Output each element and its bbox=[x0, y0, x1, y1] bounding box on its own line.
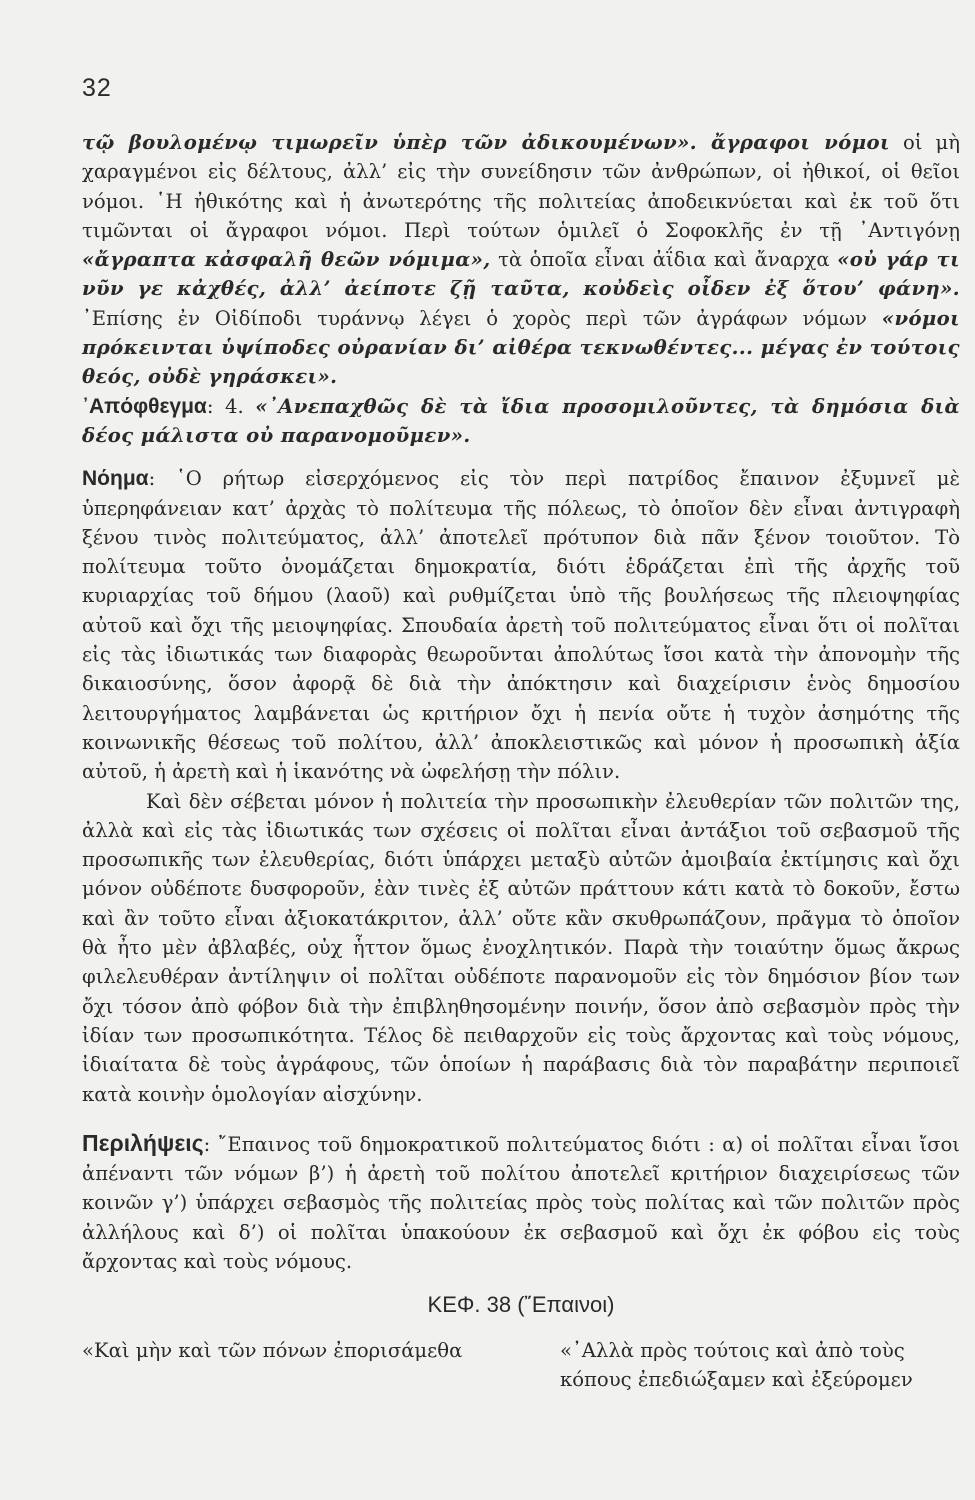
quote-antigone-2: «οὐ γάρ τι νῦν γε κἀχθές, ἀλλ’ ἀείποτε ζῇ ταῦτα, κοὐδεὶς οἶδεν ἐξ ὅτου’ φάνη». bbox=[82, 248, 961, 301]
translation-columns bbox=[82, 1336, 960, 1395]
freedom-paragraph: Καὶ δὲν σέβεται μόνον ἡ πολιτεία τὴν προσωπικὴν ἐλευθερίαν τῶν πολιτῶν της, ἀλλὰ καὶ εἰς τὰς ἰδιωτικάς των σχέσεις οἱ πολῖται εἶναι ἀντάξιοι τοῦ σεβασμοῦ τῆς προσωπικῆς των ἐλευθερίας, διότι ὑπάρχει μεταξὺ αὐτῶν ἀμοιβαία ἐκτίμησις καὶ ὄχι μόνον οὐδέποτε δυσφοροῦν, ἐὰν τινὲς ἐξ αὐτῶν πράττουν κάτι κατὰ τὸ δοκοῦν, ἔστω καὶ ἂν τοῦτο εἶναι ἀξιοκατάκριτον, ἀλλ’ οὔτε κἂν σκυθρωπάζουν, πρᾶγμα τὸ ὁποῖον θὰ ἦτο μὲν ἀβλαβές, οὐχ ἧττον ὅμως ἐνοχλητικόν. Παρὰ τὴν τοιαύτην ὅμως ἄκρως φιλελευθέραν ἀντίληψιν οἱ πολῖται οὐδέποτε παρανομοῦν εἰς τὸν δημόσιον βίον των ὄχι τόσον ἀπὸ φόβον διὰ τὴν ἐπιβληθησομένην ποινήν, ὅσον ἀπὸ σεβασμὸν πρὸς τὴν ἰδίαν των προσωπικότητα. Τέλος δὲ πειθαρχοῦν εἰς τοὺς ἄρχοντας καὶ τοὺς νόμους, ἰδιαίτατα δὲ τοὺς ἀγράφους, τῶν ὁποίων ἡ παράβασις διὰ τὸν παραβάτην περιποιεῖ κατὰ κοινὴν ὁμολογίαν αἰσχύνην. bbox=[82, 789, 960, 1106]
summary-label: Περιλήψεις bbox=[82, 1129, 204, 1156]
summary-text: : ῎Επαινος τοῦ δημοκρατικοῦ πολιτεύματος διότι : α) οἱ πολῖται εἶναι ἴσοι ἀπέναντι τῶν νόμων β’) ἡ ἀρετὴ τοῦ πολίτου ἀποτελεῖ κριτήριον διαχειρίσεως τῶν κοινῶν γ’) ὑπάρχει σεβασμὸς τῆς πολιτείας πρὸς τοὺς πολίτας καὶ τῶν πολιτῶν πρὸς ἀλλήλους καὶ δ’) οἱ πολῖται ὑπακούουν ἐκ σεβασμοῦ καὶ ὄχι ἐκ φόβου εἰς τοὺς ἄρχοντας καὶ τοὺς νόμους. bbox=[82, 1132, 960, 1273]
paragraph-agraphoi-nomoi bbox=[82, 128, 960, 392]
summary-paragraph bbox=[82, 1129, 960, 1276]
noema-label: Νόημα bbox=[82, 467, 149, 491]
apophthegm-number: : 4. bbox=[206, 394, 256, 418]
chapter-heading: ΚΕΦ. 38 (῎Επαινοι) bbox=[427, 1292, 615, 1318]
quote-fragment: τῷ βουλομένῳ τιμωρεῖν ὑπὲρ τῶν ἀδικουμένων». ἄγραφοι νόμοι bbox=[82, 131, 890, 154]
apophthegm-quote: «᾿Ανεπαχθῶς δὲ τὰ ἴδια προσομιλοῦντες, τὰ δημόσια διὰ δέος μάλιστα οὐ παρανομοῦμεν». bbox=[82, 394, 960, 447]
page-body bbox=[82, 128, 960, 1394]
column-right: «᾿Αλλὰ πρὸς τούτοις καὶ ἀπὸ τοὺς κόπους ἐπεδιώξαμεν καὶ ἐξεύρομεν bbox=[560, 1338, 913, 1391]
quote-antigone: «ἄγραπτα κἀσφαλῆ θεῶν νόμιμα», bbox=[82, 248, 491, 272]
page-number: 32 bbox=[82, 74, 112, 102]
paragraph-text: τὰ ὁποῖα εἶναι ἀΐδια καὶ ἄναρχα bbox=[490, 248, 838, 272]
noema-text: : ῾Ο ρήτωρ εἰσερχόμενος εἰς τὸν περὶ πατρίδος ἔπαινον ἐξυμνεῖ μὲ ὑπερηφάνειαν κατ’ ἀρχὰς τὸ πολίτευμα τῆς πόλεως, τὸ ὁποῖον δὲν εἶναι ἀντιγραφὴ ξένου τινὸς πολιτεύματος, ἀλλ’ ἀποτελεῖ πρότυπον διὰ πᾶν ξένον τοιοῦτον. Τὸ πολίτευμα τοῦτο ὀνομάζεται δημοκρατία, διότι ἑδράζεται ἐπὶ τῆς ἀρχῆς τοῦ κυριαρχίας τοῦ δήμου (λαοῦ) καὶ ρυθμίζεται ὑπὸ τῆς βουλήσεως τῆς πλειοψηφίας αὐτοῦ καὶ ὄχι τῆς μειοψηφίας. Σπουδαία ἀρετὴ τοῦ πολιτεύματος εἶναι ὅτι οἱ πολῖται εἰς τὰς ἰδιωτικάς των διαφορὰς θεωροῦνται ἀπολύτως ἴσοι κατὰ τὴν ἀπονομὴν τῆς δικαιοσύνης, ὅσον ἀφορᾷ δὲ διὰ τὴν ἀπόκτησιν καὶ διαχείρισιν ἑνὸς δημοσίου λειτουργήματος λαμβάνεται ὡς κριτήριον ὄχι ἡ πενία οὔτε ἡ τυχὸν ἀσημότης τῆς κοινωνικῆς θέσεως τοῦ πολίτου, ἀλλ’ ἀποκλειστικῶς καὶ μόνον ἡ προσωπικὴ ἀξία αὐτοῦ, ἡ ἀρετὴ καὶ ἡ ἱκανότης νὰ ὠφελήσῃ τὴν πόλιν. bbox=[82, 467, 960, 784]
quote-oedipus: «νόμοι πρόκεινται ὑψίποδες οὐρανίαν δι’ αἰθέρα τεκνωθέντες... μέγας ἐν τούτοις θεός, οὐδὲ γηράσκει». bbox=[82, 306, 960, 389]
paragraph-text: οἱ μὴ χαραγμένοι εἰς δέλτους, ἀλλ’ εἰς τὴν συνείδησιν τῶν ἀνθρώπων, οἱ ἠθικοί, οἱ θεῖοι νόμοι. ῾Η ἠθικότης καὶ ἡ ἀνωτερότης τῆς πολιτείας ἀποδεικνύεται καὶ ἐκ τοῦ ὅτι τιμῶνται οἱ ἄγραφοι νόμοι. Περὶ τούτων ὁμιλεῖ ὁ Σοφοκλῆς ἐν τῇ ᾿Αντιγόνῃ bbox=[82, 131, 960, 242]
apophthegm-paragraph bbox=[82, 392, 960, 451]
paragraph-text: ᾿Επίσης ἐν Οἰδίποδι τυράννῳ λέγει ὁ χορὸς περὶ τῶν ἀγράφων νόμων bbox=[82, 306, 882, 330]
column-left: «Καὶ μὴν καὶ τῶν πόνων ἐπορισάμεθα bbox=[82, 1338, 463, 1362]
noema-paragraph bbox=[82, 464, 960, 786]
apophthegm-label: ᾿Απόφθεγμα bbox=[82, 394, 207, 418]
